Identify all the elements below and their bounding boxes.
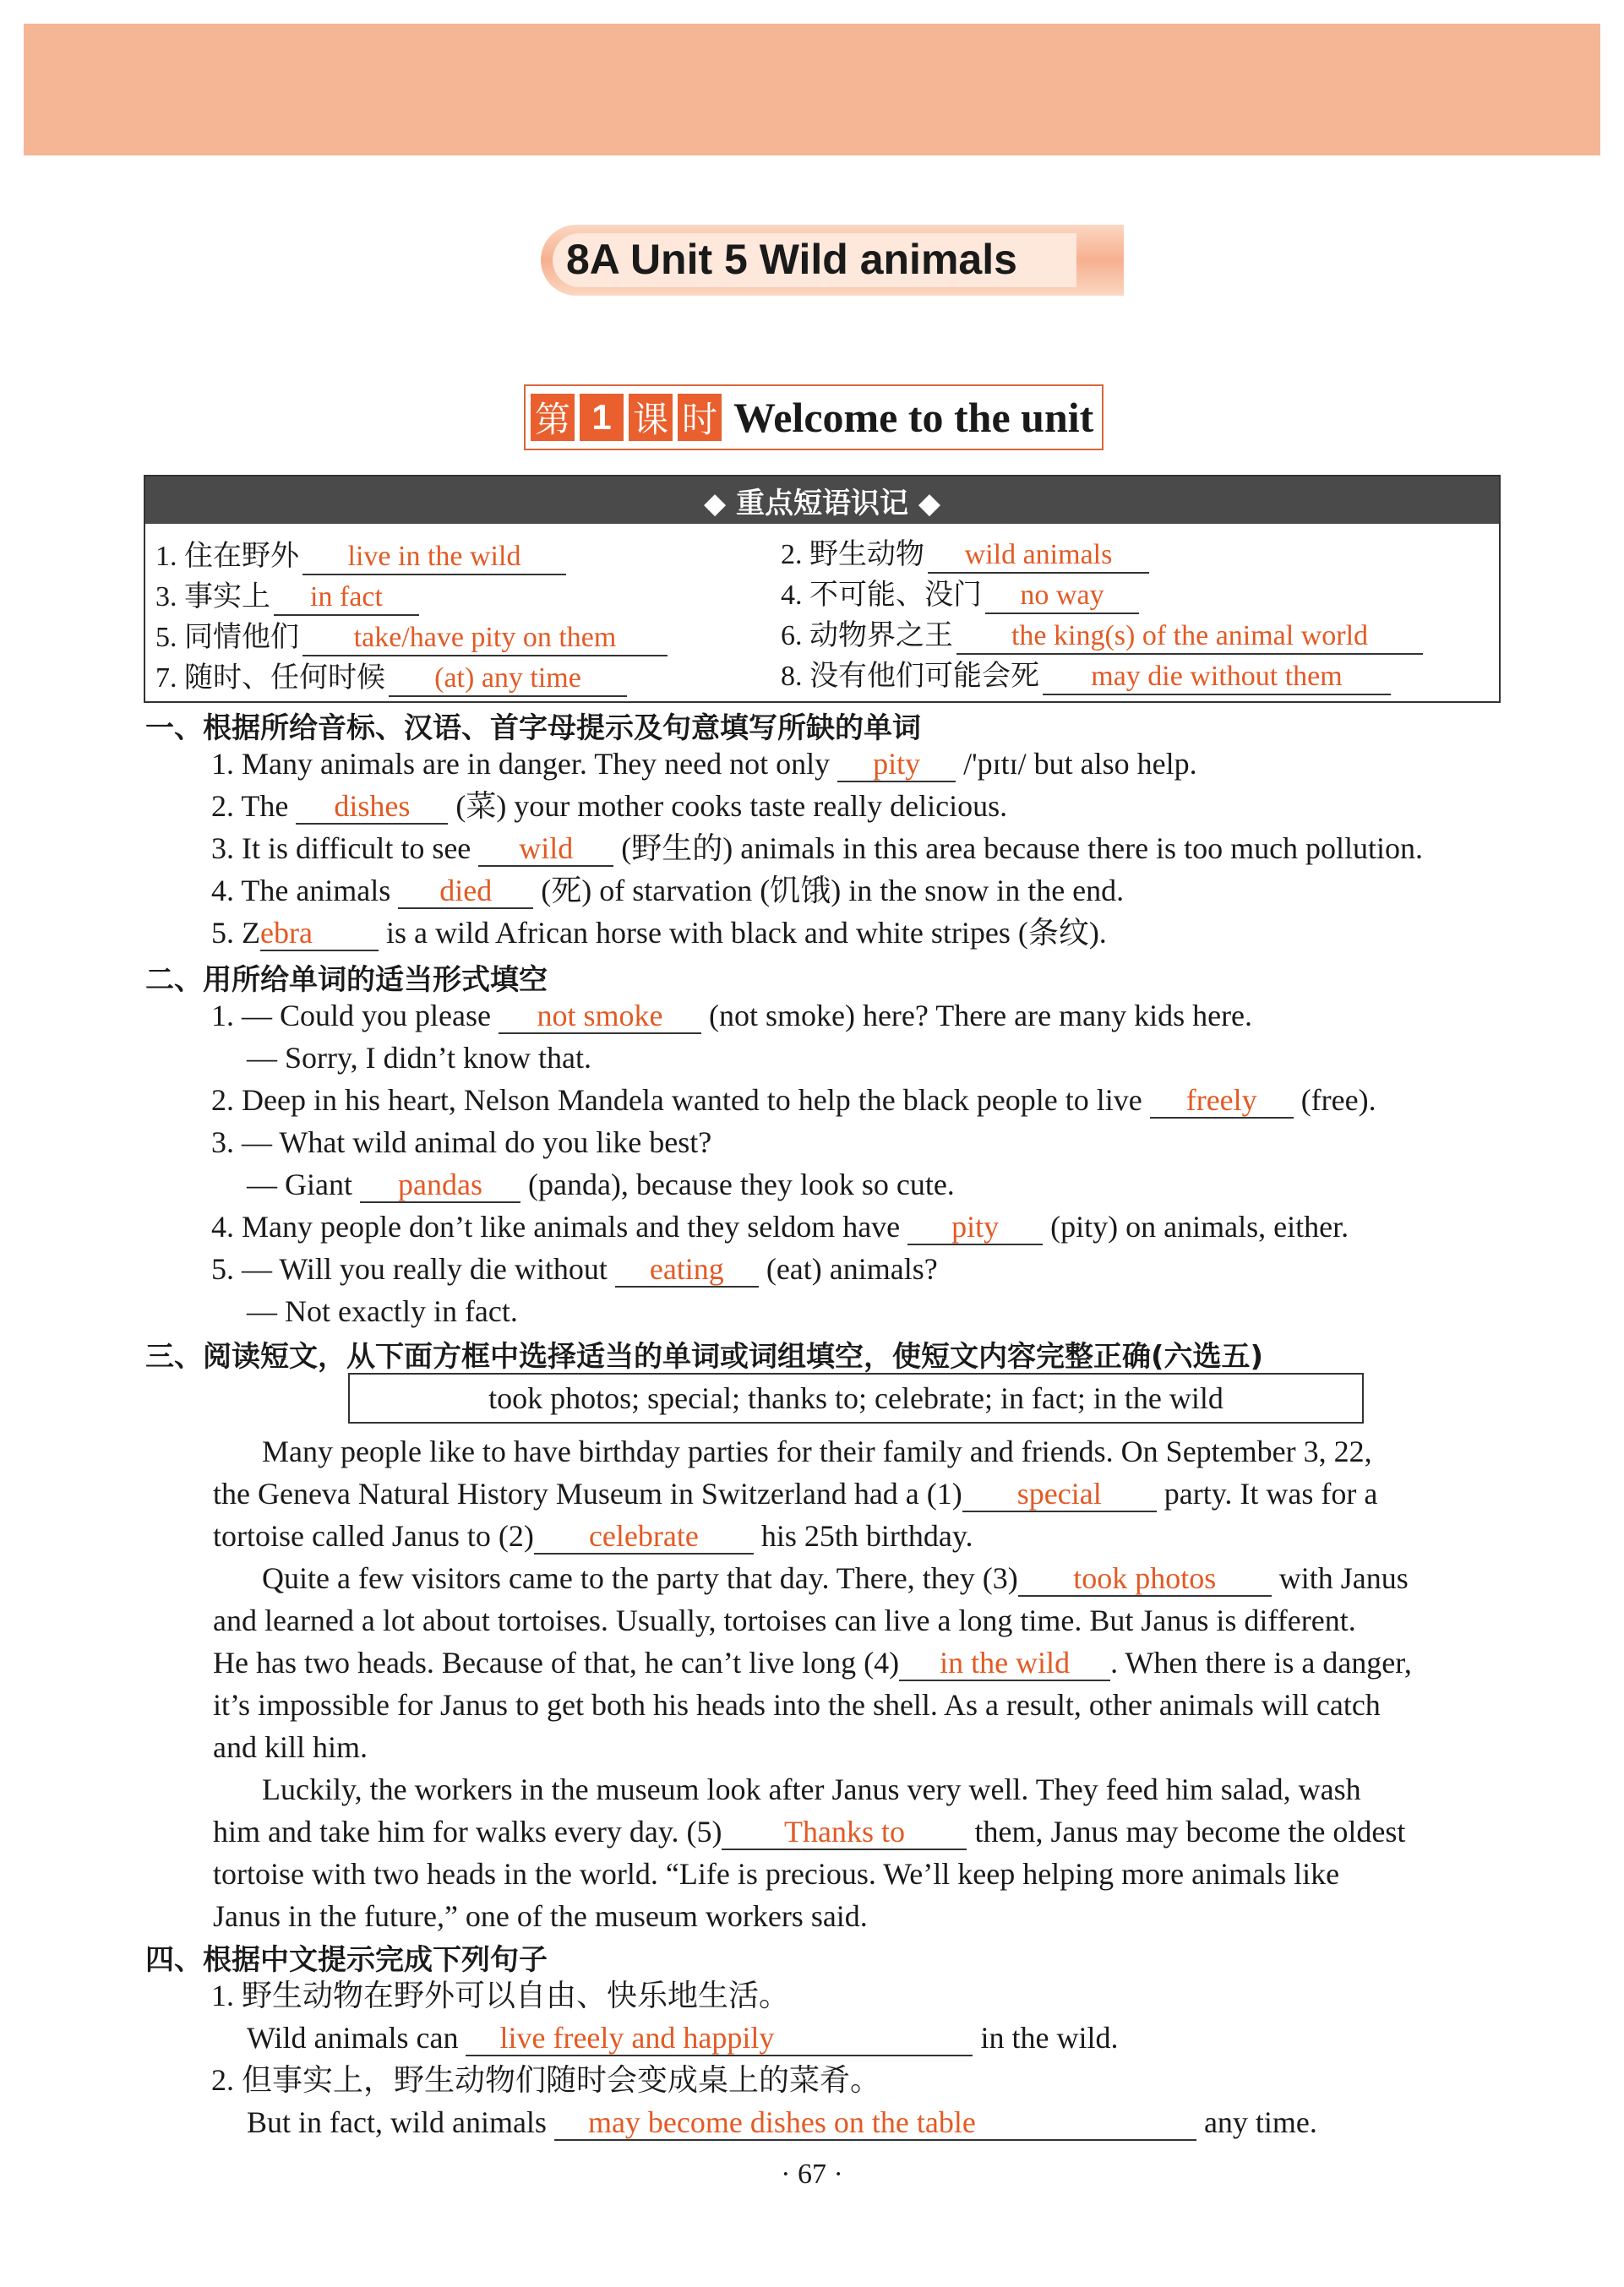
unit-banner <box>541 218 1124 309</box>
passage-line: He has two heads. Because of that, he can’t live long (4) in the wild . When there is a danger, <box>213 1646 1412 1680</box>
s2-question-5: 5. — Will you really die without eating (eat) animals? <box>211 1252 938 1286</box>
section-1-title: 一、根据所给音标、汉语、首字母提示及句意填写所缺的单词 <box>145 711 921 745</box>
phrase-item: 4. 不可能、没门 no way <box>781 571 1139 614</box>
word-bank-box: took photos; special; thanks to; celebrate; in fact; in the wild <box>348 1373 1364 1424</box>
s1-question-1: 1. Many animals are in danger. They need not only pity /'pɪtɪ/ but also help. <box>211 747 1197 781</box>
page-number: · 67 · <box>781 2159 843 2190</box>
phrase-item: 3. 事实上 in fact <box>155 573 419 616</box>
passage-line: the Geneva Natural History Museum in Switzerland had a (1) special party. It was for a <box>213 1477 1378 1511</box>
passage-line: Quite a few visitors came to the party that day. There, they (3) took photos with Janus <box>262 1561 1409 1595</box>
lesson-char-3: 时 <box>678 394 722 441</box>
s1-question-4: 4. The animals died (死) of starvation (饥饿) in the snow in the end. <box>211 874 1125 907</box>
key-phrases-table <box>144 475 1501 703</box>
lesson-heading <box>524 384 1104 450</box>
phrase-item: 6. 动物界之王 the king(s) of the animal world <box>781 612 1423 655</box>
phrase-item: 2. 野生动物 wild animals <box>781 531 1149 574</box>
s4-question-2-english: But in fact, wild animals may become dishes on the table any time. <box>247 2105 1317 2139</box>
passage-line: it’s impossible for Janus to get both his heads into the shell. As a result, other animals will catch <box>213 1688 1381 1722</box>
passage-line: Luckily, the workers in the museum look after Janus very well. They feed him salad, wash <box>262 1772 1361 1806</box>
passage-line: and learned a lot about tortoises. Usually, tortoises can live a long time. But Janus is different. <box>213 1604 1356 1637</box>
s2-question-2: 2. Deep in his heart, Nelson Mandela wanted to help the black people to live freely (free). <box>211 1083 1376 1117</box>
key-phrases-heading: ◆ 重点短语识记 ◆ <box>145 476 1499 524</box>
s4-question-2-chinese: 2. 但事实上，野生动物们随时会变成桌上的菜肴。 <box>211 2063 881 2097</box>
passage-line: and kill him. <box>213 1730 368 1764</box>
phrase-item: 7. 随时、任何时候 (at) any time <box>155 654 627 697</box>
phrase-item: 1. 住在野外 live in the wild <box>155 532 566 575</box>
passage-line: tortoise called Janus to (2) celebrate his 25th birthday. <box>213 1519 973 1553</box>
lesson-title: Welcome to the unit <box>733 394 1094 441</box>
s2-question-5-reply: — Not exactly in fact. <box>247 1294 518 1328</box>
phrase-item: 8. 没有他们可能会死 may die without them <box>781 652 1391 695</box>
s2-question-3: 3. — What wild animal do you like best? <box>211 1125 712 1159</box>
lesson-char-2: 课 <box>629 394 673 441</box>
section-2-title: 二、用所给单词的适当形式填空 <box>145 963 548 997</box>
passage-line: Janus in the future,” one of the museum workers said. <box>213 1899 868 1933</box>
s2-question-4: 4. Many people don’t like animals and they seldom have pity (pity) on animals, either. <box>211 1210 1349 1244</box>
phrase-item: 5. 同情他们 take/have pity on them <box>155 613 668 656</box>
section-4-title: 四、根据中文提示完成下列句子 <box>145 1943 548 1977</box>
lesson-number: 1 <box>580 394 624 441</box>
section-3-title: 三、阅读短文，从下面方框中选择适当的单词或词组填空，使短文内容完整正确(六选五) <box>145 1340 1264 1374</box>
s1-question-2: 2. The dishes (菜) your mother cooks taste really delicious. <box>211 789 1008 823</box>
s4-question-1-chinese: 1. 野生动物在野外可以自由、快乐地生活。 <box>211 1979 790 2012</box>
s4-question-1-english: Wild animals can live freely and happily in the wild. <box>247 2021 1119 2055</box>
s1-question-5: 5. Zebra is a wild African horse with black and white stripes (条纹). <box>211 916 1107 950</box>
s1-question-3: 3. It is difficult to see wild (野生的) animals in this area because there is too much pollution. <box>211 831 1424 865</box>
s2-question-1-reply: — Sorry, I didn’t know that. <box>247 1041 591 1075</box>
s2-question-3-reply: — Giant pandas (panda), because they look so cute. <box>247 1168 955 1201</box>
passage-line: him and take him for walks every day. (5) Thanks to them, Janus may become the oldest <box>213 1815 1406 1849</box>
header-band <box>24 24 1600 155</box>
lesson-char-1: 第 <box>531 394 575 441</box>
s2-question-1: 1. — Could you please not smoke (not smoke) here? There are many kids here. <box>211 999 1253 1032</box>
passage-line: tortoise with two heads in the world. “Life is precious. We’ll keep helping more animals like <box>213 1857 1340 1891</box>
passage-line: Many people like to have birthday parties for their family and friends. On September 3, 22, <box>262 1435 1372 1468</box>
unit-title: 8A Unit 5 Wild animals <box>566 236 1017 283</box>
